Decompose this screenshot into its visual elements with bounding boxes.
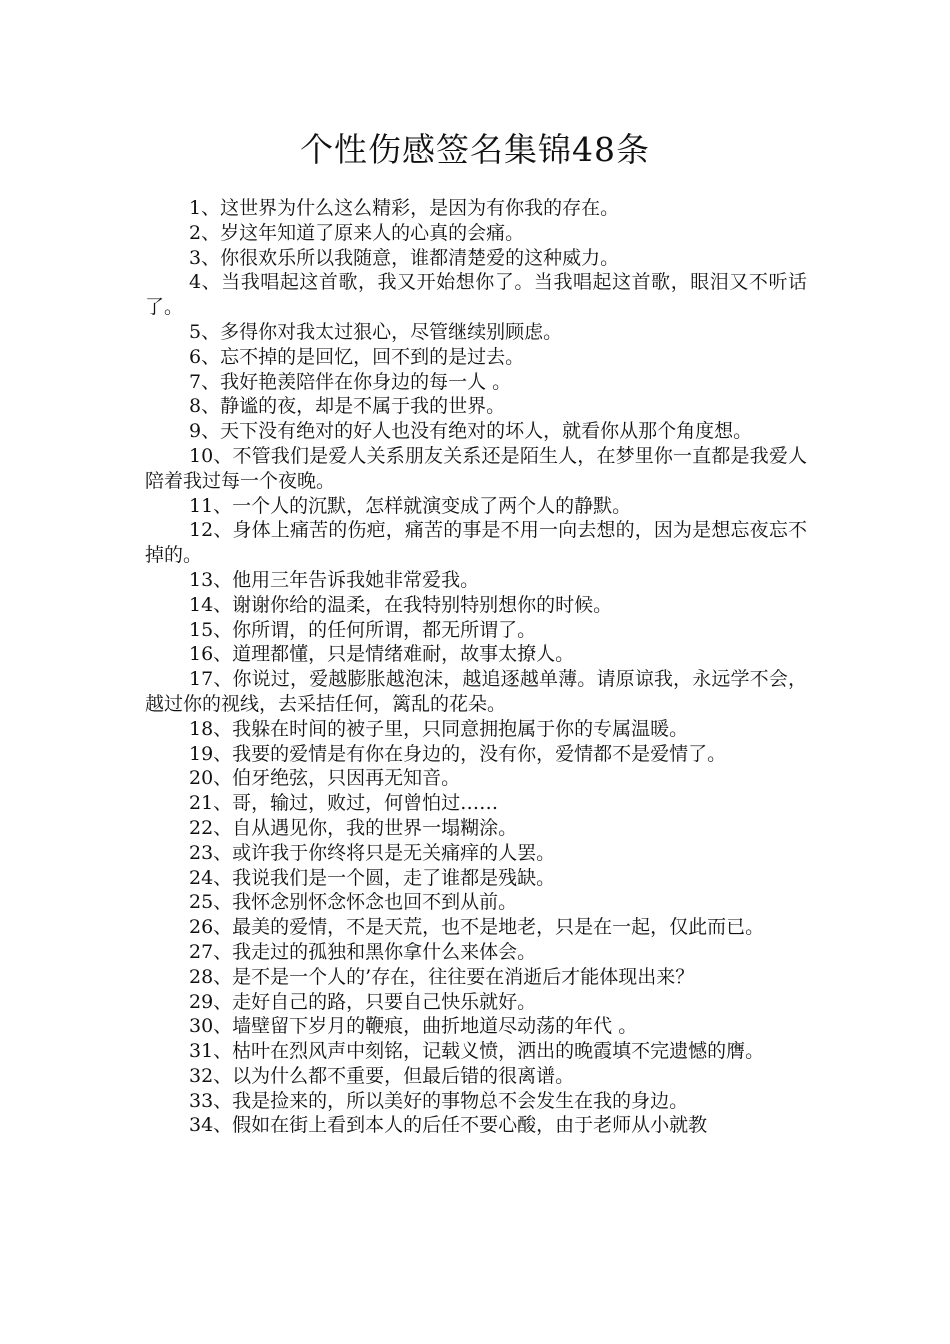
signature-item: 19、我要的爱情是有你在身边的，没有你，爱情都不是爱情了。 [189, 742, 727, 765]
signature-item: 23、或许我于你终将只是无关痛痒的人罢。 [189, 841, 556, 864]
signature-item: 24、我说我们是一个圆，走了谁都是残缺。 [189, 866, 556, 889]
document-body [145, 196, 807, 1138]
signature-item: 17、你说过，爱越膨胀越泡沫，越追逐越单薄。请原谅我，永远学不会，越过你的视线，去采拮任何，篱乱的花朵。 [145, 668, 807, 715]
signature-item: 30、墙壁留下岁月的鞭痕，曲折地道尽动荡的年代 。 [189, 1015, 638, 1038]
signature-item: 26、最美的爱情，不是天荒，也不是地老，只是在一起，仅此而已。 [189, 916, 765, 939]
signature-item: 3、你很欢乐所以我随意，谁都清楚爱的这种威力。 [189, 246, 620, 269]
signature-item: 32、以为什么都不重要，但最后错的很离谱。 [189, 1064, 575, 1087]
signature-item: 25、我怀念别怀念怀念也回不到从前。 [189, 891, 518, 914]
signature-item: 20、伯牙绝弦，只因再无知音。 [189, 767, 461, 790]
signature-item: 13、他用三年告诉我她非常爱我。 [189, 568, 480, 591]
document-title: 个性伤感签名集锦48条 [300, 130, 650, 169]
signature-item: 2、岁这年知道了原来人的心真的会痛。 [189, 221, 525, 244]
signature-item: 6、忘不掉的是回忆，回不到的是过去。 [189, 345, 525, 368]
signature-item: 16、道理都懂，只是情绪难耐，故事太撩人。 [189, 643, 575, 666]
signature-item: 28、是不是一个人的’存在，往往要在消逝后才能体现出来？ [189, 965, 695, 988]
signature-item: 1、这世界为什么这么精彩，是因为有你我的存在。 [189, 197, 620, 219]
signature-item: 4、当我唱起这首歌，我又开始想你了。当我唱起这首歌，眼泪又不听话了。 [145, 271, 807, 319]
signature-item: 31、枯叶在烈风声中刻铭，记载义愤，洒出的晚霞填不完遗憾的膺。 [189, 1040, 765, 1063]
signature-item: 9、天下没有绝对的好人也没有绝对的坏人，就看你从那个角度想。 [189, 420, 753, 443]
signature-item: 18、我躲在时间的被子里，只同意拥抱属于你的专属温暖。 [189, 717, 689, 740]
signature-item: 14、谢谢你给的温柔，在我特别特别想你的时候。 [189, 593, 613, 616]
signature-item: 22、自从遇见你，我的世界一塌糊涂。 [189, 816, 518, 839]
signature-item: 8、静谧的夜，却是不属于我的世界。 [189, 395, 506, 418]
signature-item: 5、多得你对我太过狠心，尽管继续别顾虑。 [189, 320, 563, 343]
signature-item: 12、身体上痛苦的伤疤，痛苦的事是不用一向去想的，因为是想忘夜忘不掉的。 [145, 519, 807, 567]
signature-item: 11、一个人的沉默，怎样就演变成了两个人的静默。 [189, 494, 632, 517]
signature-item: 34、假如在街上看到本人的后任不要心酸，由于老师从小就教 [189, 1114, 708, 1137]
signature-item: 29、走好自己的路，只要自己快乐就好。 [189, 990, 537, 1013]
signature-item: 7、我好艳羡陪伴在你身边的每一人 。 [189, 370, 512, 393]
signature-item: 21、哥，输过，败过，何曾怕过…… [189, 792, 499, 815]
signature-item: 10、不管我们是爱人关系朋友关系还是陌生人，在梦里你一直都是我爱人陪着我过每一个夜晚。 [145, 444, 807, 492]
signature-item: 33、我是捡来的，所以美好的事物总不会发生在我的身边。 [189, 1089, 689, 1112]
signature-item: 27、我走过的孤独和黑你拿什么来体会。 [189, 940, 537, 963]
signature-item: 15、你所谓，的任何所谓，都无所谓了。 [189, 618, 537, 641]
